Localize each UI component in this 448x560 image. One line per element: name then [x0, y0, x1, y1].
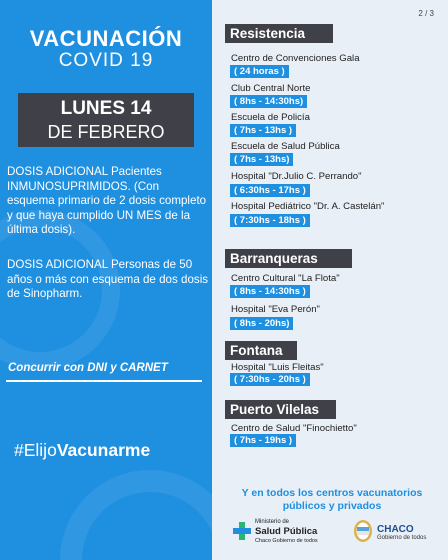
info-paragraph-2: DOSIS ADICIONAL Personas de 50 años o más con esquema de dos dosis de Sinopharm.: [7, 258, 209, 301]
divider-line: [6, 380, 202, 382]
info-paragraph-1: DOSIS ADICIONAL Pacientes INMUNOSUPRIMIDOS. (Con esquema primario de 2 dosis completo y que haya cumplido UN MES de la última dosis).: [7, 165, 207, 237]
place-name: Hospital "Luis Fleitas": [231, 362, 324, 373]
hashtag-part-2: Vacunarme: [56, 440, 151, 460]
place-hours: ( 7:30hs - 18hs ): [230, 214, 310, 227]
chaco-text: CHACO: [377, 524, 414, 535]
city-label-barranqueras: Barranqueras: [225, 249, 352, 268]
date-box: [18, 93, 194, 147]
left-panel: [0, 0, 212, 560]
place-name: Hospital Pediátrico "Dr. A. Castelán": [231, 201, 385, 212]
city-label-puerto-vilelas: Puerto Vilelas: [225, 400, 336, 419]
requirements-text: Concurrir con DNI y CARNET: [8, 362, 168, 374]
place-name: Hospital "Eva Perón": [231, 304, 320, 315]
place-name: Centro de Salud "Finochietto": [231, 423, 357, 434]
place-name: Club Central Norte: [231, 83, 311, 94]
ministerio-big-text: Salud Pública: [255, 526, 318, 537]
campaign-title: VACUNACIÓN: [29, 26, 183, 51]
date-line-2: DE FEBRERO: [47, 122, 165, 142]
page-indicator: 2 / 3: [418, 9, 434, 18]
place-hours: ( 7hs - 19hs ): [230, 434, 296, 447]
hashtag: [14, 440, 150, 461]
ministerio-small-text: Ministerio de: [255, 519, 290, 525]
place-hours: ( 7:30hs - 20hs ): [230, 373, 310, 386]
place-name: Centro de Convenciones Gala: [231, 53, 360, 64]
chaco-sub-text: Gobierno de todos: [377, 535, 427, 541]
place-hours: ( 8hs - 14:30hs): [230, 95, 307, 108]
place-name: Hospital "Dr.Julio C. Perrando": [231, 171, 362, 182]
campaign-subtitle: COVID 19: [58, 50, 154, 71]
decorative-ring: [60, 470, 212, 560]
place-hours: ( 7hs - 13hs): [230, 153, 293, 166]
place-name: Escuela de Salud Pública: [231, 141, 340, 152]
hashtag-part-1: #Elijo: [14, 440, 57, 460]
medical-cross-icon: [233, 522, 251, 540]
place-name: Escuela de Policía: [231, 112, 310, 123]
place-hours: ( 6:30hs - 17hs ): [230, 184, 310, 197]
place-hours: ( 8hs - 14:30hs ): [230, 285, 310, 298]
place-hours: ( 7hs - 13hs ): [230, 124, 296, 137]
chaco-seal-icon: [353, 519, 373, 543]
footer-note: [216, 487, 448, 513]
footer-line-1: Y en todos los centros vacunatorios: [241, 487, 423, 499]
city-label-resistencia: Resistencia: [225, 24, 333, 43]
place-name: Centro Cultural "La Flota": [231, 273, 340, 284]
place-hours: ( 8hs - 20hs): [230, 317, 293, 330]
date-line-1: LUNES 14: [60, 98, 152, 119]
footer-line-2: públicos y privados: [282, 500, 382, 512]
place-hours: ( 24 horas ): [230, 65, 289, 78]
ministerio-sub-text: Chaco Gobierno de todos: [255, 538, 318, 544]
city-label-fontana: Fontana: [225, 341, 297, 360]
